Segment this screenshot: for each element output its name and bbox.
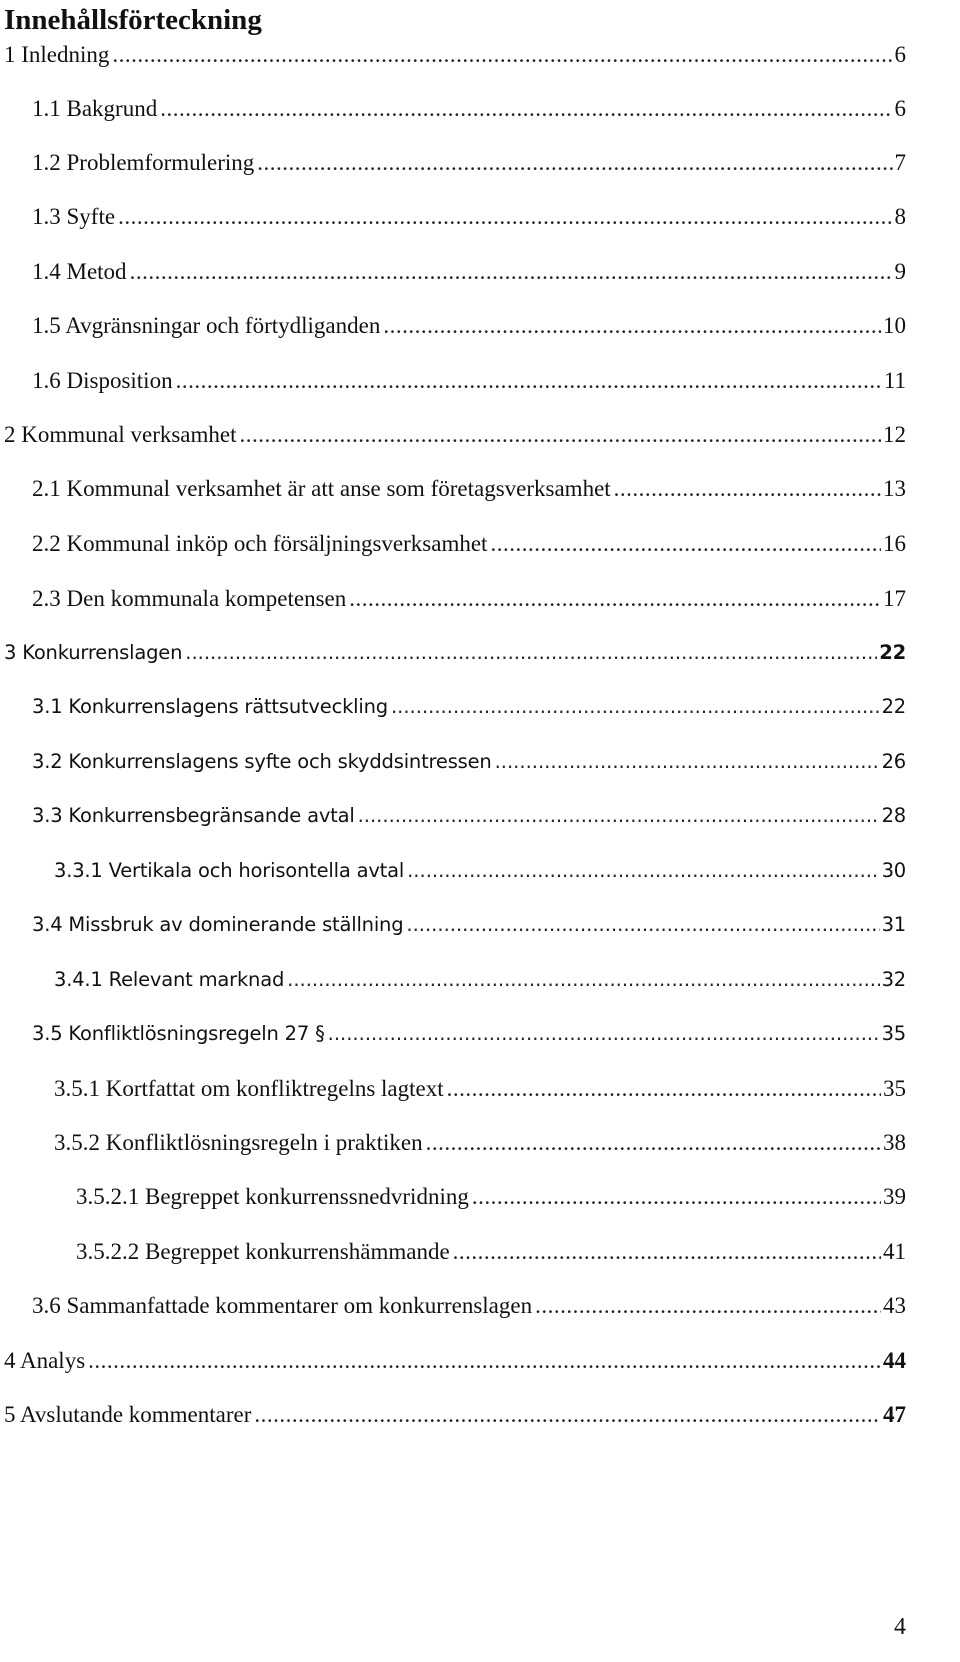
toc-entry-page: 39 <box>883 1184 906 1209</box>
toc-entry-label: 3.3 Konkurrensbegränsande avtal <box>32 804 355 827</box>
toc-dot-leader <box>240 418 881 452</box>
toc-entry[interactable] <box>32 364 906 398</box>
toc-entry[interactable] <box>32 1289 906 1323</box>
toc-entry-page: 11 <box>883 368 906 393</box>
toc-entry-page: 17 <box>883 586 906 611</box>
toc-entry-page: 30 <box>881 859 906 882</box>
toc-entry-page: 28 <box>881 804 906 827</box>
toc-entry-page: 31 <box>881 913 906 936</box>
toc-entry[interactable] <box>32 799 906 833</box>
toc-entry[interactable] <box>32 582 906 616</box>
toc-entry[interactable] <box>32 146 906 180</box>
toc-entry-label: 3.5.1 Kortfattat om konfliktregelns lagtext <box>54 1076 444 1101</box>
toc-entry-label: 5 Avslutande kommentarer <box>4 1402 252 1427</box>
toc-entry-label: 4 Analys <box>4 1348 86 1373</box>
toc-entry[interactable] <box>54 963 906 997</box>
toc-dot-leader <box>472 1180 881 1214</box>
toc-entry-label: 1.6 Disposition <box>32 368 173 393</box>
toc-dot-leader <box>176 364 882 398</box>
toc-entry[interactable] <box>32 255 906 289</box>
toc-entry[interactable] <box>4 38 906 72</box>
toc-entry-label: 3.4 Missbruk av dominerande ställning <box>32 913 404 936</box>
toc-entry-label: 1.1 Bakgrund <box>32 96 158 121</box>
toc-entry-page: 38 <box>883 1130 906 1155</box>
toc-entry-page: 16 <box>883 531 906 556</box>
toc-entry-label: 1 Inledning <box>4 42 110 67</box>
toc-entry-label: 3.2 Konkurrenslagens syfte och skyddsintressen <box>32 750 492 773</box>
toc-entry[interactable] <box>4 636 906 670</box>
toc-entry-label: 1.4 Metod <box>32 259 127 284</box>
toc-dot-leader <box>287 963 879 997</box>
toc-entry-page: 13 <box>883 476 906 501</box>
toc-dot-leader <box>118 200 892 234</box>
toc-entry[interactable] <box>32 309 906 343</box>
toc-dot-leader <box>130 255 893 289</box>
toc-entry-label: 3.3.1 Vertikala och horisontella avtal <box>54 859 405 882</box>
toc-entry-label: 3.5.2 Konfliktlösningsregeln i praktiken <box>54 1130 423 1155</box>
toc-entry-label: 1.2 Problemformulering <box>32 150 255 175</box>
toc-dot-leader <box>383 309 881 343</box>
toc-entry[interactable] <box>32 1017 906 1051</box>
toc-dot-leader <box>406 908 879 942</box>
toc-entry-label: 3.6 Sammanfattade kommentarer om konkurrenslagen <box>32 1293 533 1318</box>
toc-entry-label: 2 Kommunal verksamhet <box>4 422 237 447</box>
toc-dot-leader <box>112 38 892 72</box>
toc-entry[interactable] <box>4 1344 906 1378</box>
toc-entry[interactable] <box>54 854 906 888</box>
toc-entry-page: 41 <box>883 1239 906 1264</box>
toc-entry-label: 3.5 Konfliktlösningsregeln 27 § <box>32 1022 325 1045</box>
toc-entry[interactable] <box>4 1398 906 1432</box>
toc-entry-label: 3.5.2.1 Begreppet konkurrenssnedvridning <box>76 1184 469 1209</box>
toc-entry[interactable] <box>32 690 906 724</box>
toc-entry-label: 1.3 Syfte <box>32 204 116 229</box>
toc-entry-label: 2.2 Kommunal inköp och försäljningsverksamhet <box>32 531 488 556</box>
toc-entry-label: 3.1 Konkurrenslagens rättsutveckling <box>32 695 388 718</box>
toc-entry-label: 1.5 Avgränsningar och förtydliganden <box>32 313 381 338</box>
toc-entry-label: 3.4.1 Relevant marknad <box>54 968 285 991</box>
toc-entry-page: 43 <box>883 1293 906 1318</box>
toc-entry-page: 6 <box>894 42 906 67</box>
toc-entry-page: 47 <box>883 1402 906 1427</box>
toc-entry-page: 8 <box>894 204 906 229</box>
toc-dot-leader <box>490 527 881 561</box>
toc-dot-leader <box>535 1289 881 1323</box>
toc-entry-page: 35 <box>881 1022 906 1045</box>
toc-entry-label: 2.3 Den kommunala kompetensen <box>32 586 347 611</box>
toc-entry[interactable] <box>76 1235 906 1269</box>
toc-entry[interactable] <box>76 1180 906 1214</box>
toc-dot-leader <box>254 1398 881 1432</box>
page-number: 4 <box>894 1614 906 1640</box>
toc-entry-page: 22 <box>881 695 906 718</box>
toc-entry-page: 12 <box>883 422 906 447</box>
toc-entry[interactable] <box>54 1072 906 1106</box>
toc-dot-leader <box>257 146 892 180</box>
toc-dot-leader <box>614 472 881 506</box>
toc-entry-page: 9 <box>894 259 906 284</box>
toc-entry[interactable] <box>32 527 906 561</box>
toc-entry-page: 26 <box>881 750 906 773</box>
toc-entry[interactable] <box>32 745 906 779</box>
toc-entry-page: 7 <box>894 150 906 175</box>
toc-dot-leader <box>328 1017 880 1051</box>
toc-entry-page: 32 <box>881 968 906 991</box>
toc-entry-page: 10 <box>883 313 906 338</box>
toc-entry[interactable] <box>32 908 906 942</box>
toc-dot-leader <box>407 854 879 888</box>
toc-entry-page: 6 <box>894 96 906 121</box>
toc-dot-leader <box>447 1072 881 1106</box>
toc-dot-leader <box>185 636 877 670</box>
toc-entry-label: 2.1 Kommunal verksamhet är att anse som företagsverksamhet <box>32 476 611 501</box>
toc-dot-leader <box>358 799 880 833</box>
toc-entry-page: 22 <box>879 641 906 664</box>
toc-dot-leader <box>391 690 880 724</box>
toc-dot-leader <box>88 1344 881 1378</box>
toc-dot-leader <box>453 1235 881 1269</box>
toc-dot-leader <box>349 582 881 616</box>
toc-entry-label: 3.5.2.2 Begreppet konkurrenshämmande <box>76 1239 450 1264</box>
toc-entry-page: 44 <box>883 1348 906 1373</box>
toc-entry[interactable] <box>4 418 906 452</box>
toc-entry[interactable] <box>32 200 906 234</box>
toc-entry[interactable] <box>32 472 906 506</box>
toc-entry-page: 35 <box>883 1076 906 1101</box>
toc-entry[interactable] <box>54 1126 906 1160</box>
toc-dot-leader <box>160 92 892 126</box>
toc-dot-leader <box>426 1126 881 1160</box>
toc-entry-label: 3 Konkurrenslagen <box>4 641 183 664</box>
toc-entry[interactable] <box>32 92 906 126</box>
toc-title: Innehållsförteckning <box>4 4 262 36</box>
toc-dot-leader <box>495 745 880 779</box>
